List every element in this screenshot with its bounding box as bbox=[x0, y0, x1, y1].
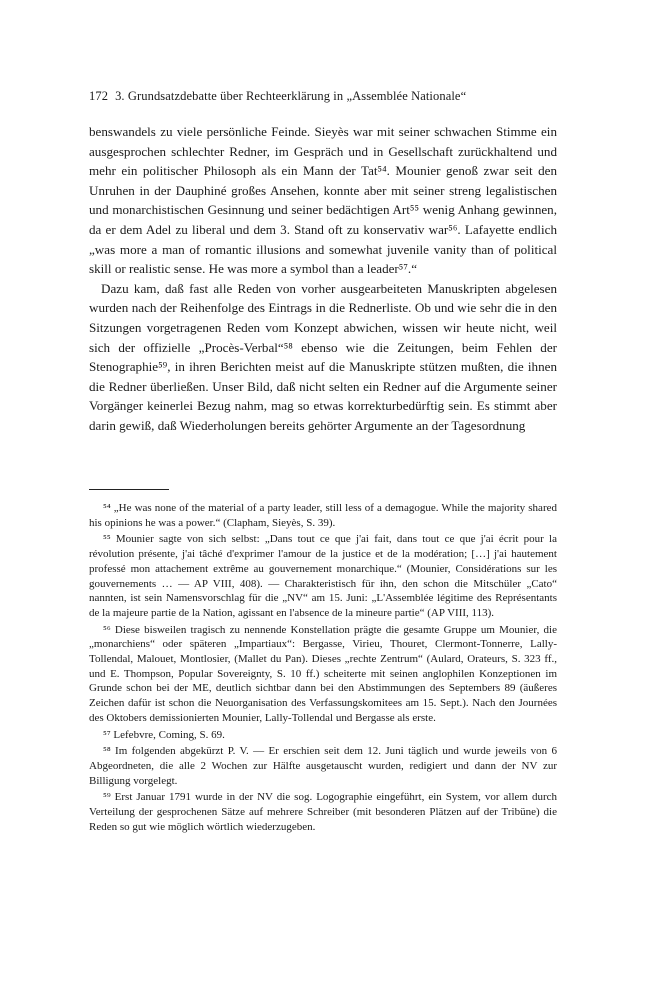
footnote-57: ⁵⁷ Lefebvre, Coming, S. 69. bbox=[103, 728, 225, 741]
body-paragraph: Dazu kam, daß fast alle Reden von vorher ausgearbeiteten Manuskripten abgelesen wurden nach der Reihenfolge des Eintrags in die Rednerliste. Ob und wie sehr die in den Sitzungen vorgetragenen Reden vom Konzept abwichen, wissen wir heute nicht, weil sich der offizielle „Procès-Verbal“⁵⁸ ebenso wie die Zeitungen, beim Fehlen der Stenographie⁵⁹, in ihren Berichten meist auf die Manuskripte stützen mußten, die ihnen die Redner überließen. Unser Bild, daß nicht selten ein Redner auf die Argumente seiner Vorgänger keinerlei Bezug nahm, mag so etwas korrekturbedürftig sein. Es stimmt aber darin gewiß, daß Wiederholungen bereits gehörter Argumente an der Tagesordnung bbox=[89, 280, 557, 433]
footnote-55: ⁵⁵ Mounier sagte von sich selbst: „Dans tout ce que j'ai fait, dans tout ce que j'ai écrit pour la révolution présente, j'ai tâché d'exprimer l'amour de la justice et de la modération; […] j'ai hautement professé mon attachement extrême au gouvernement monarchique.“ (Mounier, Considérations sur les gouvernements … — AP VIII, 408). — Charakteristisch für ihn, den schon die Mitschüler „Cato“ nannten, ist sein Namensvorschlag für die „NV“ am 15. Juni: „L'Assemblée légitime des Représentants de la majeure partie de la Nation, agissant en l'absence de la mineure partie“ (AP VIII, 113). bbox=[89, 533, 557, 619]
main-text bbox=[89, 122, 557, 436]
running-header bbox=[89, 89, 569, 104]
footnote-59: ⁵⁹ Erst Januar 1791 wurde in der NV die sog. Logographie eingeführt, ein System, vor allem durch Verteilung der gesprochenen Sätze auf mehrere Schreiber (mit besonderen Plätzen auf der Tribüne) die Reden so gut wie möglich wörtlich wiederzugeben. bbox=[89, 791, 557, 833]
footnote-56: ⁵⁶ Diese bisweilen tragisch zu nennende Konstellation prägte die gesamte Gruppe um Mounier, die „monarchiens“ oder späteren „Impartiaux“: Bergasse, Virieu, Thouret, Clermont-Tonnerre, Lally-Tollendal, Malouet, Montlosier, (Mallet du Pan). Dieses „rechte Zentrum“ (Aulard, Orateurs, S. 323 ff., und E. Thompson, Popular Sovereignty, S. 10 ff.) scheiterte mit seinen anglophilen Konzeptionen im Grunde schon bei der ME, deutlich sichtbar dann bei den Abstimmungen des Septembers 89 (äußeres Zeichen dafür ist schon die Neuorganisation des Verfassungskomitees am 15. Sept.). Nach den Journées des Oktobers demissionierten Mounier, Lally-Tollendal und Bergasse als erste. bbox=[89, 623, 557, 724]
footnote-58: ⁵⁸ Im folgenden abgekürzt P. V. — Er erschien seit dem 12. Juni täglich und wurde jeweils von 6 Abgeordneten, die alle 2 Wochen zur Hälfte ausgetauscht wurden, redigiert und dann der NV zur Billigung vorgelegt. bbox=[89, 745, 557, 787]
body-paragraph: benswandels zu viele persönliche Feinde. Sieyès war mit seiner schwachen Stimme ein ausgesprochen schlechter Redner, im Gespräch und in Gesellschaft zurückhaltend und mehr ein politischer Philosoph als ein Mann der Tat⁵⁴. Mounier genoß zwar seit den Unruhen in der Dauphiné großes Ansehen, konnte aber mit seiner streng legalistischen und monarchistischen Gesinnung und seiner bedächtigen Art⁵⁵ wenig Anhang gewinnen, da er dem Adel zu liberal und dem 3. Stand oft zu konservativ war⁵⁶. Lafayette endlich „was more a man of romantic illusions and somewhat juvenile vanity than of political skill or realistic sense. He was more a symbol than a leader⁵⁷.“ bbox=[89, 124, 557, 277]
page-number: 172 bbox=[89, 89, 109, 103]
footnotes bbox=[89, 501, 557, 836]
footnote-54: ⁵⁴ „He was none of the material of a party leader, still less of a demagogue. While the majority shared his opinions he was a power.“ (Clapham, Sieyès, S. 39). bbox=[89, 502, 557, 529]
footnote-divider bbox=[89, 489, 169, 490]
running-title: 3. Grundsatzdebatte über Rechteerklärung in „Assemblée Nationale“ bbox=[115, 89, 467, 103]
